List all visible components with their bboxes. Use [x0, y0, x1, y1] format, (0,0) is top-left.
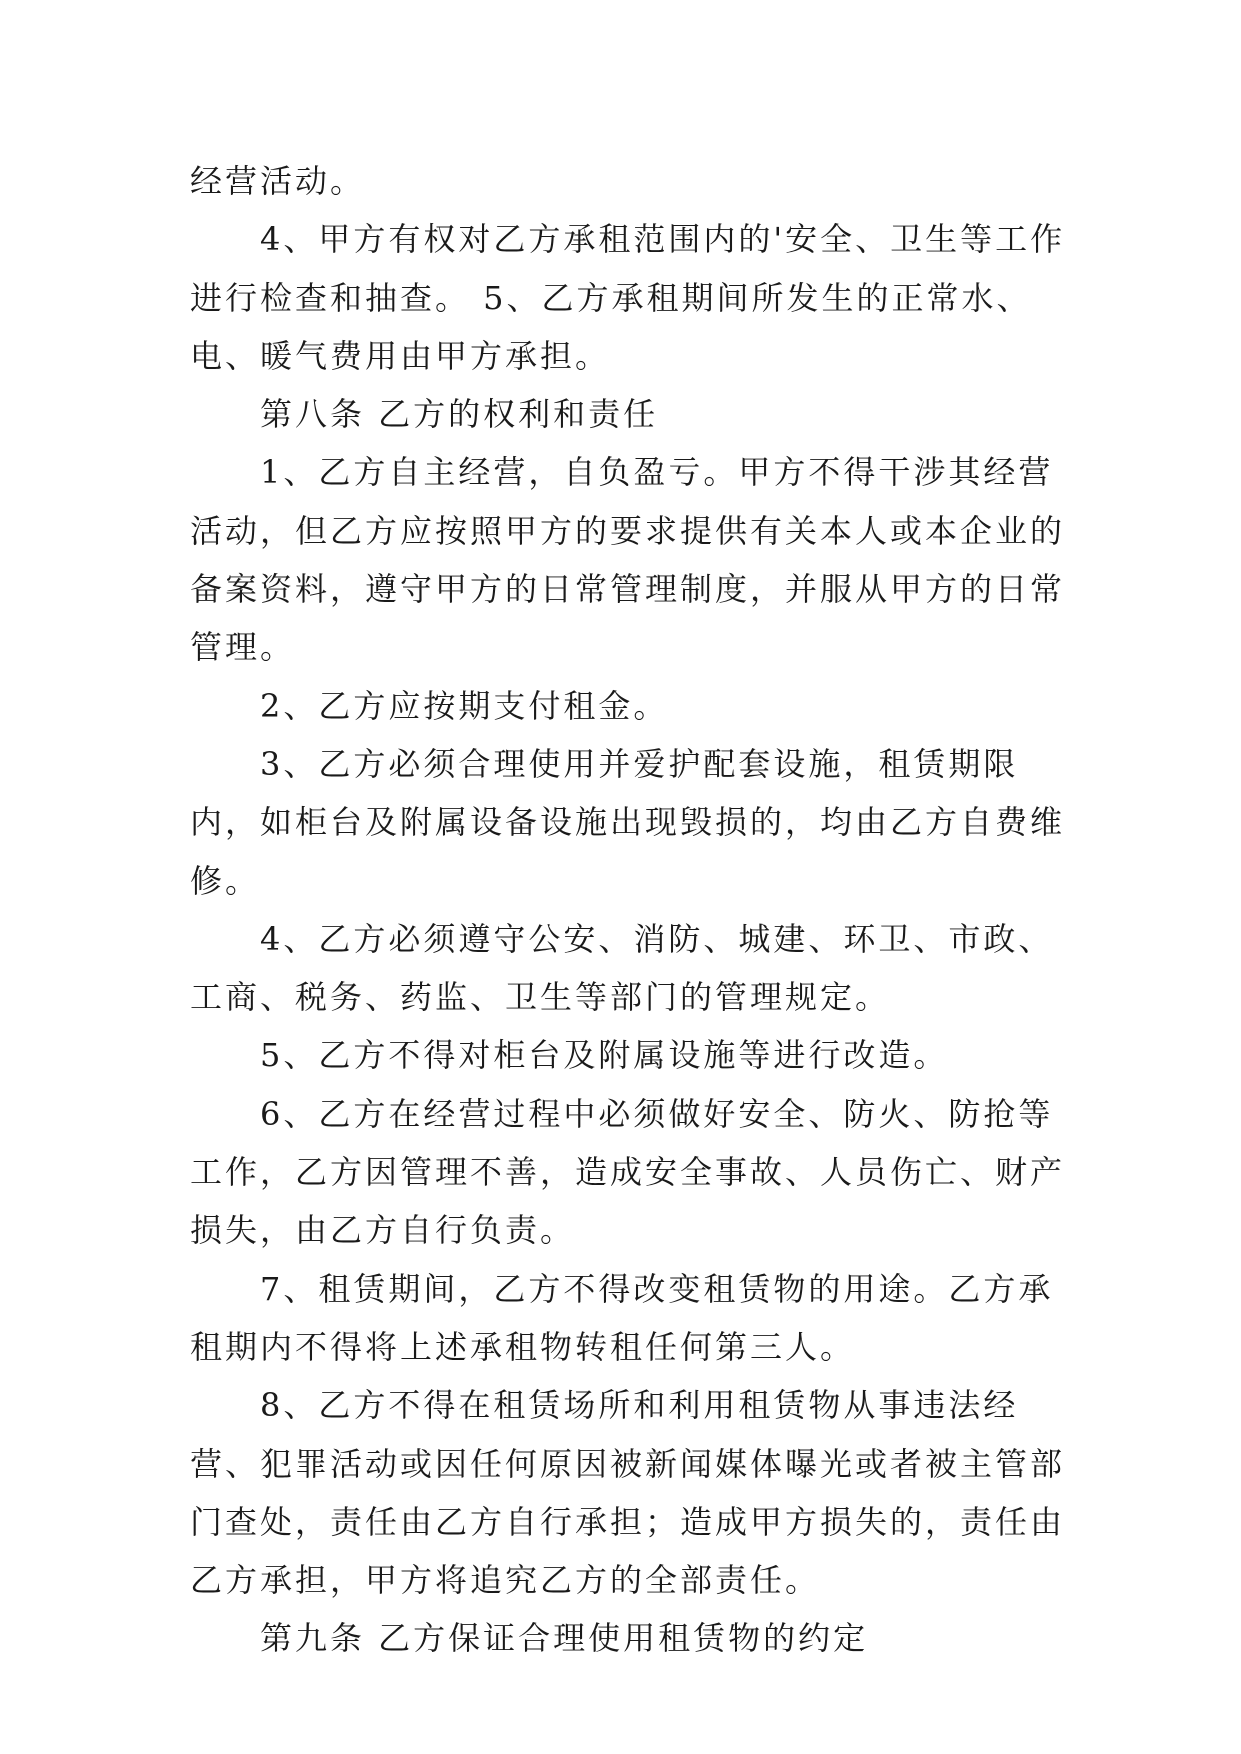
article-9-heading: 第九条 乙方保证合理使用租赁物的约定: [260, 1619, 869, 1658]
clause-8-item-1: 1、乙方自主经营，自负盈亏。甲方不得干涉其经营活动，但乙方应按照甲方的要求提供有关本人或本企业的备案资料，遵守甲方的日常管理制度，并服从甲方的日常管理。: [190, 453, 1066, 667]
article-8-heading: 第八条 乙方的权利和责任: [260, 395, 659, 434]
clause-7-item-4-5: 4、甲方有权对乙方承租范围内的'安全、卫生等工作进行检查和抽查。 5、乙方承租期间所发生的正常水、电、暖气费用由甲方承担。: [190, 220, 1066, 375]
clause-8-item-8: 8、乙方不得在租赁场所和利用租赁物从事违法经营、犯罪活动或因任何原因被新闻媒体曝光或者被主管部门查处，责任由乙方自行承担；造成甲方损失的，责任由乙方承担，甲方将追究乙方的全部责任。: [190, 1386, 1066, 1600]
document-body: [190, 152, 1070, 1668]
clause-8-item-4: 4、乙方必须遵守公安、消防、城建、环卫、市政、工商、税务、药监、卫生等部门的管理规定。: [190, 919, 1054, 1017]
clause-8-item-2: 2、乙方应按期支付租金。: [260, 686, 669, 725]
paragraph-continuation: 经营活动。: [190, 162, 366, 200]
clause-8-item-5: 5、乙方不得对柜台及附属设施等进行改造。: [260, 1036, 949, 1075]
clause-8-item-7: 7、租赁期间，乙方不得改变租赁物的用途。乙方承租期内不得将上述承租物转租任何第三人。: [190, 1269, 1054, 1366]
clause-8-item-3: 3、乙方必须合理使用并爱护配套设施，租赁期限内，如柜台及附属设备设施出现毁损的，均由乙方自费维修。: [190, 744, 1066, 900]
clause-8-item-6: 6、乙方在经营过程中必须做好安全、防火、防抢等工作，乙方因管理不善，造成安全事故、人员伤亡、财产损失，由乙方自行负责。: [190, 1094, 1066, 1250]
